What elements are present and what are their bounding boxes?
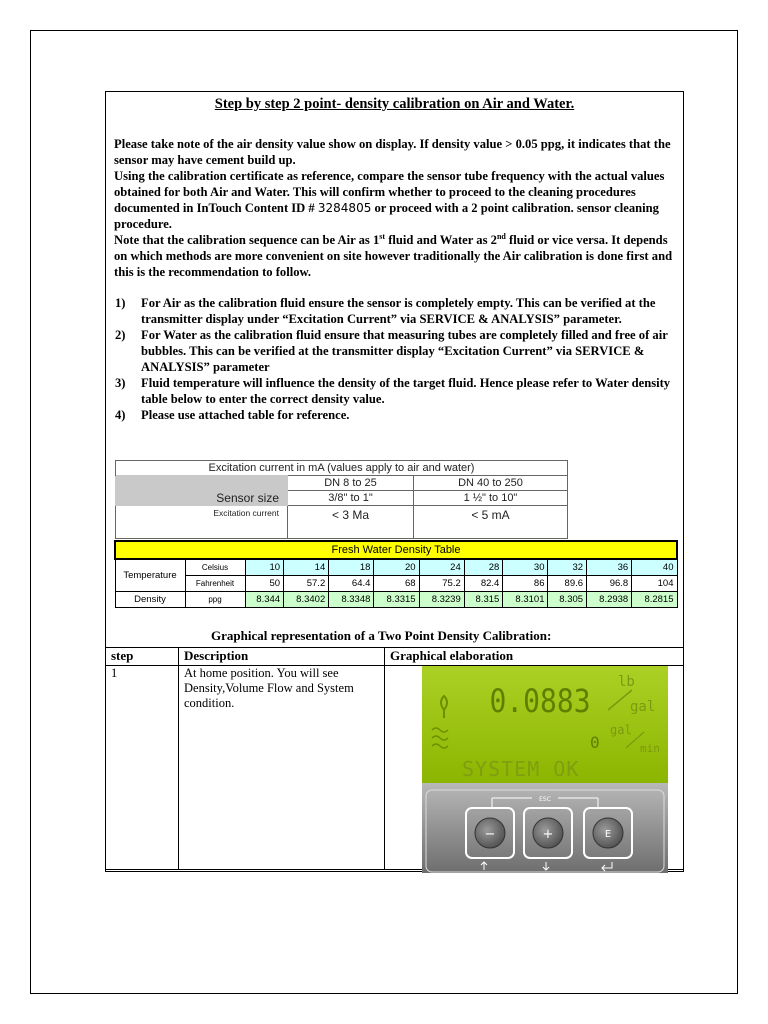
- lcd-unit1-bottom: gal: [630, 699, 656, 715]
- density-label: Density: [115, 591, 185, 607]
- sensor-size-2: 1 ½" to 10": [414, 491, 568, 506]
- intro-p2-tail: or proceed with a 2 point calibration. sensor cleaning procedure.: [114, 201, 659, 231]
- fahrenheit-cell: 82.4: [464, 575, 503, 591]
- celsius-cell: 18: [329, 559, 374, 575]
- plus-label: +: [542, 827, 554, 842]
- esc-label: ESC: [539, 796, 551, 803]
- lcd-value-2: 0: [590, 733, 600, 752]
- ppg-cell: 8.3348: [329, 591, 374, 607]
- excitation-caption: Excitation current in mA (values apply to air and water): [116, 461, 568, 476]
- enter-label: E: [604, 829, 612, 840]
- lcd-value-1: 0.0883: [489, 683, 591, 721]
- document-box: [105, 91, 684, 872]
- lcd-status: SYSTEM OK: [462, 757, 580, 781]
- fahrenheit-label: Fahrenheit: [185, 575, 245, 591]
- excitation-col1: DN 8 to 25: [288, 476, 414, 491]
- celsius-cell: 24: [419, 559, 464, 575]
- celsius-label: Celsius: [185, 559, 245, 575]
- intro-p2-text: Using the calibration certificate as reference, compare the sensor tube frequency with the actual values obtained for both Air and Water. This will confirm whether to proceed to the cleaning procedures documented in InTouch Content ID #: [114, 169, 665, 215]
- excitation-current-label: Excitation current: [116, 506, 288, 539]
- ppg-cell: 8.2815: [632, 591, 677, 607]
- ppg-cell: 8.3315: [374, 591, 419, 607]
- ppg-cell: 8.3101: [503, 591, 548, 607]
- row-step-number: 1: [106, 666, 179, 870]
- fahrenheit-cell: 57.2: [284, 575, 329, 591]
- fahrenheit-cell: 50: [245, 575, 284, 591]
- step-number: 4): [115, 408, 126, 422]
- sensor-size-1: 3/8" to 1": [288, 491, 414, 506]
- fahrenheit-cell: 96.8: [587, 575, 632, 591]
- header-graphical: Graphical elaboration: [385, 648, 684, 666]
- excitation-table: [115, 460, 568, 539]
- fahrenheit-cell: 104: [632, 575, 677, 591]
- excitation-blank: [116, 476, 288, 491]
- celsius-cell: 28: [464, 559, 503, 575]
- celsius-cell: 10: [245, 559, 284, 575]
- fahrenheit-cell: 89.6: [548, 575, 587, 591]
- intro-paragraph-3: [114, 232, 684, 280]
- step-item: [110, 327, 680, 375]
- celsius-cell: 32: [548, 559, 587, 575]
- intro-p3-a: Note that the calibration sequence can be Air as 1: [114, 233, 380, 247]
- step-text: Fluid temperature will influence the density of the target fluid. Hence please refer to Water density table below to enter the correct density value.: [141, 376, 671, 406]
- lcd-unit2-top: gal: [610, 723, 632, 737]
- ppg-cell: 8.3402: [284, 591, 329, 607]
- ppg-cell: 8.315: [464, 591, 503, 607]
- ppg-cell: 8.2938: [587, 591, 632, 607]
- ppg-cell: 8.344: [245, 591, 284, 607]
- step-text: For Air as the calibration fluid ensure the sensor is completely empty. This can be verified at the transmitter display under “Excitation Current” via SERVICE & ANALYSIS” parameter.: [141, 296, 656, 326]
- sup-second: nd: [496, 231, 506, 241]
- intro-paragraph-1: Please take note of the air density value show on display. If density value > 0.05 ppg, it indicates that the sensor may have cement build up.: [114, 137, 671, 167]
- document-title: Step by step 2 point- density calibration on Air and Water.: [214, 96, 575, 112]
- step-item: [110, 295, 680, 327]
- lcd-unit2-bottom: min: [640, 742, 660, 755]
- celsius-cell: 40: [632, 559, 677, 575]
- celsius-cell: 20: [374, 559, 419, 575]
- lcd-unit1-top: lb: [618, 674, 635, 690]
- intro-p3-c: fluid or vice versa. It depends on which methods are more convenient on site however traditionally the Air calibration is done first and this is the recommendation to follow.: [114, 233, 673, 279]
- water-table-title: Fresh Water Density Table: [115, 541, 677, 559]
- step-text: Please use attached table for reference.: [141, 408, 350, 422]
- fahrenheit-cell: 75.2: [419, 575, 464, 591]
- header-description: Description: [179, 648, 385, 666]
- excitation-current-2: < 5 mA: [414, 506, 568, 539]
- step-text: For Water as the calibration fluid ensure that measuring tubes are completely filled and free of air bubbles. This can be verified at the transmitter display “Excitation Current” via SERVICE & ANALYSIS” parameter: [141, 328, 668, 374]
- celsius-cell: 36: [587, 559, 632, 575]
- graph-section-title: Graphical representation of a Two Point Density Calibration:: [211, 628, 552, 643]
- header-step: step: [106, 648, 179, 666]
- water-density-table: [114, 540, 678, 608]
- celsius-cell: 14: [284, 559, 329, 575]
- sup-first: st: [379, 231, 386, 241]
- step-item: [110, 375, 680, 407]
- minus-label: −: [484, 827, 496, 842]
- ppg-label: ppg: [185, 591, 245, 607]
- fahrenheit-cell: 86: [503, 575, 548, 591]
- sensor-size-label: Sensor size: [116, 491, 288, 506]
- step-item: [110, 407, 680, 423]
- step-number: 2): [115, 328, 126, 342]
- transmitter-display: [422, 666, 668, 873]
- ppg-cell: 8.3239: [419, 591, 464, 607]
- row-description: At home position. You will see Density,Volume Flow and System condition.: [179, 666, 385, 870]
- step-number: 1): [115, 296, 126, 310]
- excitation-col2: DN 40 to 250: [414, 476, 568, 491]
- intro-paragraph-2: [114, 168, 684, 232]
- temperature-label: Temperature: [115, 559, 185, 591]
- steps-list: [110, 295, 680, 423]
- fahrenheit-cell: 68: [374, 575, 419, 591]
- intro-text: [114, 136, 684, 280]
- intro-p3-b: fluid and Water as 2: [388, 233, 497, 247]
- fahrenheit-cell: 64.4: [329, 575, 374, 591]
- step-number: 3): [115, 376, 126, 390]
- content-id: 3284805: [317, 201, 372, 215]
- ppg-cell: 8.305: [548, 591, 587, 607]
- excitation-current-1: < 3 Ma: [288, 506, 414, 539]
- celsius-cell: 30: [503, 559, 548, 575]
